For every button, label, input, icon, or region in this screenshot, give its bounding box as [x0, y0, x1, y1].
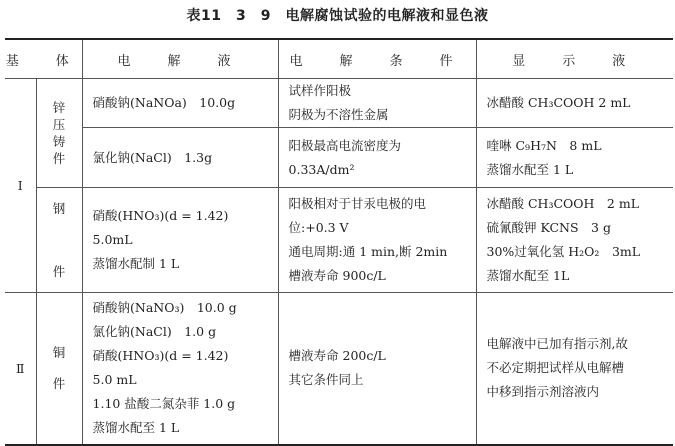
text-line: 硝酸钠(NaNO₃) 10.0 g: [92, 300, 237, 316]
text-line: 电解液中已加有指示剂,故: [486, 336, 628, 352]
conditions-cell: [278, 79, 476, 128]
text-line: 氯化钠(NaCl) 1.3g: [92, 149, 213, 165]
text-line: 5.0 mL: [92, 372, 137, 388]
text-line: 硫氰酸钾 KCNS 3 g: [486, 220, 611, 235]
electrolyte-cell: [82, 293, 278, 445]
table-row: [5, 293, 673, 445]
conditions-cell: [278, 128, 476, 188]
indicator-cell: [476, 79, 673, 128]
table-row: [5, 79, 673, 128]
table-row: [5, 188, 673, 293]
part-label: 钢: [52, 201, 66, 216]
text-line: 阳极最高电流密度为: [288, 137, 402, 153]
part-cell: [36, 293, 82, 445]
table-caption: 表11 3 9 电解腐蚀试验的电解液和显色液: [186, 8, 489, 24]
text-line: 5.0mL: [92, 232, 133, 247]
electrolysis-table: [5, 38, 673, 446]
part-cell: [36, 79, 82, 188]
text-line: 槽液寿命 900c/L: [288, 268, 386, 283]
text-line: 冰醋酸 CH₃COOH 2 mL: [486, 95, 631, 110]
text-line: 硝酸(HNO₃)(d = 1.42): [92, 208, 229, 223]
conditions-cell: [278, 188, 476, 293]
text-line: 其它条件同上: [288, 372, 364, 388]
text-line: 不必定期把试样从电解槽: [486, 360, 625, 376]
header-conditions: 电 解 条 件: [278, 39, 476, 79]
text-line: 位:+0.3 V: [288, 220, 349, 235]
part-label: 件: [52, 264, 66, 279]
part-label: 铜: [52, 345, 66, 361]
indicator-cell: [476, 188, 673, 293]
header-electrolyte: 电 解 液: [82, 39, 278, 79]
electrolyte-cell: [82, 79, 278, 128]
header-indicator: 显 示 液: [476, 39, 673, 79]
electrolyte-cell: [82, 128, 278, 188]
text-line: 喹啉 C₉H₇N 8 mL: [486, 137, 602, 153]
part-label: 锌压铸件: [52, 100, 66, 166]
text-line: 蒸馏水配至 1 L: [92, 420, 180, 436]
conditions-cell: [278, 293, 476, 445]
table-row: [5, 128, 673, 188]
text-line: 硝酸(HNO₃)(d = 1.42): [92, 348, 229, 364]
part-label: 件: [52, 376, 66, 392]
text-line: 硝酸钠(NaNOa) 10.0g: [92, 95, 236, 110]
text-line: 蒸馏水配至 1 L: [486, 161, 574, 177]
text-line: 中移到指示剂溶液内: [486, 384, 600, 400]
text-line: 槽液寿命 200c/L: [288, 348, 386, 364]
electrolyte-cell: [82, 188, 278, 293]
text-line: 蒸馏水配制 1 L: [92, 256, 180, 271]
part-cell: [36, 188, 82, 293]
text-line: 30%过氧化氢 H₂O₂ 3mL: [486, 244, 641, 259]
group-label: Ⅱ: [5, 293, 36, 445]
text-line: 氯化钠(NaCl) 1.0 g: [92, 324, 217, 340]
group-label: Ⅰ: [5, 79, 36, 293]
text-line: 冰醋酸 CH₃COOH 2 mL: [486, 196, 640, 211]
text-line: 试样作阳极: [288, 83, 352, 98]
header-row: [5, 39, 673, 79]
text-line: 蒸馏水配至 1L: [486, 268, 570, 283]
text-line: 0.33A/dm²: [288, 161, 355, 177]
header-substrate: 基 体: [5, 39, 82, 79]
text-line: 阴极为不溶性金属: [288, 107, 389, 122]
text-line: 1.10 盐酸二氮杂菲 1.0 g: [92, 396, 236, 412]
indicator-cell: [476, 293, 673, 445]
text-line: 阳极相对于甘汞电极的电: [288, 196, 427, 211]
indicator-cell: [476, 128, 673, 188]
text-line: 通电周期:通 1 min,断 2min: [288, 244, 448, 259]
